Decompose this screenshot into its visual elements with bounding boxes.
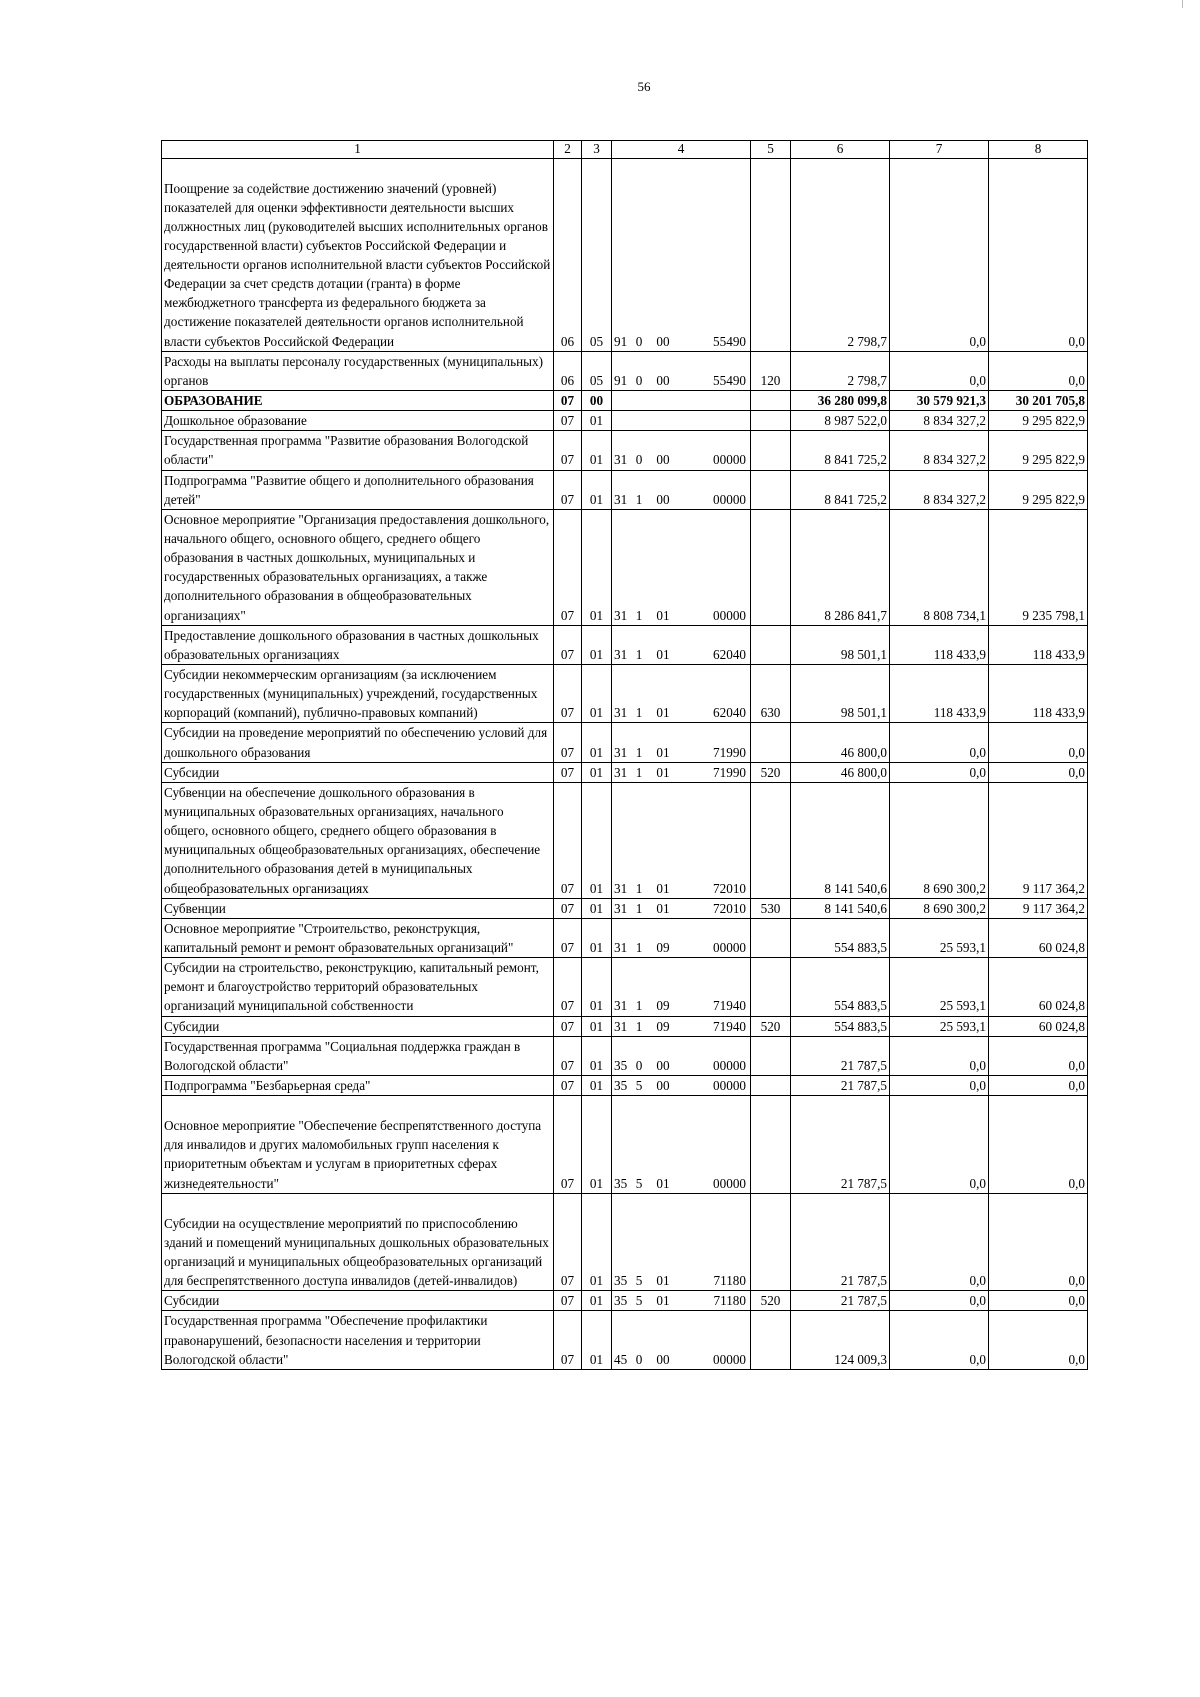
row-name: Субвенции [162, 898, 554, 918]
table-row [162, 1193, 1088, 1291]
expense-type-code [751, 723, 791, 762]
subprogram-code: 5 [635, 1293, 643, 1309]
section-code: 07 [554, 918, 582, 957]
amount-col-8: 9 295 822,9 [989, 411, 1088, 431]
expense-type-code: 520 [751, 762, 791, 782]
table-row [162, 470, 1088, 509]
subsection-code: 01 [582, 625, 612, 664]
target-article-code [612, 918, 751, 957]
amount-col-7: 0,0 [890, 1193, 989, 1291]
table-row [162, 1075, 1088, 1095]
event-code: 01 [656, 744, 670, 760]
target-article-code [612, 470, 751, 509]
amount-col-7: 0,0 [890, 1096, 989, 1194]
subsection-code: 01 [582, 1291, 612, 1311]
event-code: 00 [656, 452, 670, 468]
program-code: 35 [614, 1057, 628, 1073]
amount-col-8: 0,0 [989, 158, 1088, 351]
subprogram-code: 1 [635, 744, 643, 760]
amount-col-7: 8 834 327,2 [890, 431, 989, 470]
row-name: Подпрограмма "Безбарьерная среда" [162, 1075, 554, 1095]
row-name: ОБРАЗОВАНИЕ [162, 391, 554, 411]
table-row [162, 918, 1088, 957]
program-code: 31 [614, 998, 628, 1014]
table-row [162, 665, 1088, 723]
subprogram-code: 1 [635, 607, 643, 623]
section-code: 07 [554, 782, 582, 898]
amount-col-8: 0,0 [989, 762, 1088, 782]
amount-col-6: 21 787,5 [791, 1096, 890, 1194]
direction-code: 72010 [713, 880, 746, 896]
program-code: 35 [614, 1293, 628, 1309]
amount-col-8: 0,0 [989, 1075, 1088, 1095]
subprogram-code: 1 [635, 900, 643, 916]
section-code: 07 [554, 1096, 582, 1194]
target-article-code [612, 762, 751, 782]
subprogram-code: 1 [635, 939, 643, 955]
amount-col-6: 21 787,5 [791, 1036, 890, 1075]
target-article-code [612, 1291, 751, 1311]
direction-code: 72010 [713, 900, 746, 916]
event-code: 01 [656, 1175, 670, 1191]
subprogram-code: 0 [635, 1351, 643, 1367]
table-row [162, 1016, 1088, 1036]
expense-type-code [751, 509, 791, 625]
event-code: 00 [656, 1077, 670, 1093]
event-code: 00 [656, 372, 670, 388]
column-header-row [162, 141, 1088, 159]
subsection-code: 05 [582, 158, 612, 351]
expense-type-code [751, 391, 791, 411]
section-code: 06 [554, 158, 582, 351]
amount-col-6: 8 141 540,6 [791, 898, 890, 918]
amount-col-7: 25 593,1 [890, 958, 989, 1016]
program-code: 31 [614, 764, 628, 780]
expense-type-code: 530 [751, 898, 791, 918]
event-code: 09 [656, 1018, 670, 1034]
target-article-code [612, 1016, 751, 1036]
row-name: Субвенции на обеспечение дошкольного образования в муниципальных образовательных организациях, начального общего, основного общего, среднего общего образования в муниципальных общеобразовательных организациях, обеспечение дополнительного образования детей в муниципальных общеобразовательных организациях [162, 782, 554, 898]
table-row [162, 782, 1088, 898]
amount-col-8: 9 117 364,2 [989, 898, 1088, 918]
program-code: 31 [614, 744, 628, 760]
section-code: 07 [554, 1075, 582, 1095]
table-row [162, 431, 1088, 470]
amount-col-7: 8 808 734,1 [890, 509, 989, 625]
expense-type-code: 520 [751, 1016, 791, 1036]
expense-type-code: 120 [751, 351, 791, 390]
target-article-code [612, 782, 751, 898]
event-code: 00 [656, 333, 670, 349]
target-article-code [612, 1075, 751, 1095]
expense-type-code [751, 470, 791, 509]
event-code: 00 [656, 1351, 670, 1367]
subsection-code: 01 [582, 762, 612, 782]
direction-code: 71990 [713, 744, 746, 760]
section-code: 07 [554, 665, 582, 723]
expense-type-code [751, 918, 791, 957]
subsection-code: 01 [582, 1036, 612, 1075]
expense-type-code: 520 [751, 1291, 791, 1311]
subprogram-code: 0 [635, 1057, 643, 1073]
direction-code: 71990 [713, 764, 746, 780]
row-name: Субсидии некоммерческим организациям (за исключением государственных (муниципальных) учреждений, государственных корпораций (компаний), публично-правовых компаний) [162, 665, 554, 723]
page-number: 56 [637, 79, 651, 94]
subprogram-code: 1 [635, 646, 643, 662]
amount-col-7: 8 690 300,2 [890, 782, 989, 898]
direction-code: 71940 [713, 998, 746, 1014]
section-code: 07 [554, 509, 582, 625]
subprogram-code: 5 [635, 1273, 643, 1289]
amount-col-7: 0,0 [890, 723, 989, 762]
subprogram-code: 1 [635, 998, 643, 1014]
target-article-code [612, 1036, 751, 1075]
table-row [162, 723, 1088, 762]
section-code: 07 [554, 411, 582, 431]
program-code: 31 [614, 607, 628, 623]
section-code: 07 [554, 1311, 582, 1369]
section-code: 07 [554, 1291, 582, 1311]
amount-col-7: 0,0 [890, 1075, 989, 1095]
target-article-code [612, 1311, 751, 1369]
table-row [162, 762, 1088, 782]
row-name: Основное мероприятие "Организация предоставления дошкольного, начального общего, основного общего, среднего общего образования в частных дошкольных, муниципальных и государственных образовательных организациях, а также дополнительного образования в общеобразовательных организациях" [162, 509, 554, 625]
column-header: 1 [162, 141, 554, 159]
amount-col-6: 21 787,5 [791, 1193, 890, 1291]
program-code: 91 [614, 372, 628, 388]
amount-col-8: 0,0 [989, 1193, 1088, 1291]
direction-code: 00000 [713, 1175, 746, 1191]
amount-col-8: 60 024,8 [989, 1016, 1088, 1036]
amount-col-8: 0,0 [989, 351, 1088, 390]
amount-col-7: 25 593,1 [890, 1016, 989, 1036]
table-row [162, 158, 1088, 351]
row-name: Поощрение за содействие достижению значений (уровней) показателей для оценки эффективности деятельности высших должностных лиц (руководителей высших исполнительных органов государственной власти) субъектов Российской Федерации и деятельности органов исполнительной власти субъектов Российской Федерации за счет средств дотации (гранта) в форме межбюджетного трансферта из федерального бюджета за достижение показателей деятельности органов исполнительной власти субъектов Российской Федерации [162, 158, 554, 351]
amount-col-7: 0,0 [890, 1036, 989, 1075]
amount-col-8: 0,0 [989, 723, 1088, 762]
amount-col-7: 8 834 327,2 [890, 470, 989, 509]
program-code: 35 [614, 1175, 628, 1191]
table-row [162, 958, 1088, 1016]
direction-code: 00000 [713, 1057, 746, 1073]
amount-col-8: 9 295 822,9 [989, 470, 1088, 509]
target-article-code [612, 723, 751, 762]
row-name: Предоставление дошкольного образования в частных дошкольных образовательных организациях [162, 625, 554, 664]
amount-col-7: 30 579 921,3 [890, 391, 989, 411]
subprogram-code: 0 [635, 372, 643, 388]
expense-type-code [751, 1075, 791, 1095]
subsection-code: 01 [582, 411, 612, 431]
subprogram-code: 5 [635, 1175, 643, 1191]
target-article-code [612, 1193, 751, 1291]
subsection-code: 01 [582, 898, 612, 918]
subsection-code: 05 [582, 351, 612, 390]
column-header: 2 [554, 141, 582, 159]
event-code: 01 [656, 607, 670, 623]
table-row [162, 898, 1088, 918]
section-code: 07 [554, 1193, 582, 1291]
amount-col-8: 60 024,8 [989, 958, 1088, 1016]
subsection-code: 01 [582, 431, 612, 470]
program-code: 35 [614, 1273, 628, 1289]
direction-code: 62040 [713, 646, 746, 662]
expense-type-code [751, 1311, 791, 1369]
amount-col-8: 9 117 364,2 [989, 782, 1088, 898]
direction-code: 55490 [713, 333, 746, 349]
subsection-code: 01 [582, 958, 612, 1016]
column-header: 8 [989, 141, 1088, 159]
event-code: 01 [656, 764, 670, 780]
section-code: 06 [554, 351, 582, 390]
section-code: 07 [554, 391, 582, 411]
section-code: 07 [554, 723, 582, 762]
table-row [162, 351, 1088, 390]
expense-type-code [751, 158, 791, 351]
section-code: 07 [554, 958, 582, 1016]
program-code: 31 [614, 880, 628, 896]
amount-col-6: 2 798,7 [791, 351, 890, 390]
amount-col-7: 8 834 327,2 [890, 411, 989, 431]
amount-col-6: 8 841 725,2 [791, 431, 890, 470]
event-code: 01 [656, 646, 670, 662]
subsection-code: 01 [582, 665, 612, 723]
table-row [162, 625, 1088, 664]
row-name: Расходы на выплаты персоналу государственных (муниципальных) органов [162, 351, 554, 390]
direction-code: 00000 [713, 1077, 746, 1093]
amount-col-6: 36 280 099,8 [791, 391, 890, 411]
direction-code: 55490 [713, 372, 746, 388]
target-article-code [612, 411, 751, 431]
table-row [162, 391, 1088, 411]
amount-col-7: 0,0 [890, 1311, 989, 1369]
amount-col-6: 8 286 841,7 [791, 509, 890, 625]
table-row [162, 1036, 1088, 1075]
program-code: 31 [614, 452, 628, 468]
amount-col-8: 0,0 [989, 1036, 1088, 1075]
target-article-code [612, 391, 751, 411]
section-code: 07 [554, 1016, 582, 1036]
amount-col-7: 0,0 [890, 158, 989, 351]
row-name: Субсидии на проведение мероприятий по обеспечению условий для дошкольного образования [162, 723, 554, 762]
subsection-code: 01 [582, 782, 612, 898]
program-code: 35 [614, 1077, 628, 1093]
subprogram-code: 1 [635, 705, 643, 721]
amount-col-8: 118 433,9 [989, 625, 1088, 664]
amount-col-6: 554 883,5 [791, 1016, 890, 1036]
event-code: 00 [656, 1057, 670, 1073]
subsection-code: 01 [582, 1311, 612, 1369]
target-article-code [612, 351, 751, 390]
table-row [162, 411, 1088, 431]
section-code: 07 [554, 898, 582, 918]
amount-col-8: 30 201 705,8 [989, 391, 1088, 411]
event-code: 09 [656, 939, 670, 955]
column-header: 3 [582, 141, 612, 159]
amount-col-8: 118 433,9 [989, 665, 1088, 723]
amount-col-8: 9 295 822,9 [989, 431, 1088, 470]
target-article-code [612, 1096, 751, 1194]
amount-col-6: 98 501,1 [791, 625, 890, 664]
target-article-code [612, 509, 751, 625]
amount-col-7: 0,0 [890, 1291, 989, 1311]
amount-col-8: 0,0 [989, 1311, 1088, 1369]
amount-col-7: 0,0 [890, 351, 989, 390]
budget-table [161, 140, 1088, 1370]
section-code: 07 [554, 762, 582, 782]
program-code: 91 [614, 333, 628, 349]
target-article-code [612, 958, 751, 1016]
expense-type-code [751, 1036, 791, 1075]
table-row [162, 509, 1088, 625]
program-code: 31 [614, 646, 628, 662]
event-code: 01 [656, 705, 670, 721]
amount-col-7: 25 593,1 [890, 918, 989, 957]
target-article-code [612, 665, 751, 723]
target-article-code [612, 158, 751, 351]
program-code: 45 [614, 1351, 628, 1367]
program-code: 31 [614, 491, 628, 507]
direction-code: 00000 [713, 607, 746, 623]
subsection-code: 01 [582, 1075, 612, 1095]
section-code: 07 [554, 431, 582, 470]
event-code: 01 [656, 1293, 670, 1309]
subprogram-code: 1 [635, 880, 643, 896]
amount-col-7: 118 433,9 [890, 625, 989, 664]
direction-code: 71180 [713, 1293, 746, 1309]
direction-code: 00000 [713, 452, 746, 468]
section-code: 07 [554, 625, 582, 664]
amount-col-8: 9 235 798,1 [989, 509, 1088, 625]
subsection-code: 01 [582, 470, 612, 509]
amount-col-6: 98 501,1 [791, 665, 890, 723]
expense-type-code [751, 431, 791, 470]
amount-col-6: 46 800,0 [791, 723, 890, 762]
subprogram-code: 1 [635, 764, 643, 780]
amount-col-7: 0,0 [890, 762, 989, 782]
row-name: Субсидии [162, 1016, 554, 1036]
row-name: Основное мероприятие "Строительство, реконструкция, капитальный ремонт и ремонт образовательных организаций" [162, 918, 554, 957]
row-name: Субсидии на строительство, реконструкцию, капитальный ремонт, ремонт и благоустройство территорий образовательных организаций муниципальной собственности [162, 958, 554, 1016]
column-header: 5 [751, 141, 791, 159]
event-code: 01 [656, 1273, 670, 1289]
direction-code: 00000 [713, 491, 746, 507]
program-code: 31 [614, 900, 628, 916]
table-row [162, 1096, 1088, 1194]
amount-col-7: 8 690 300,2 [890, 898, 989, 918]
scan-artifact [1182, 0, 1183, 8]
subprogram-code: 0 [635, 452, 643, 468]
section-code: 07 [554, 470, 582, 509]
amount-col-6: 554 883,5 [791, 958, 890, 1016]
subprogram-code: 1 [635, 1018, 643, 1034]
row-name: Государственная программа "Развитие образования Вологодской области" [162, 431, 554, 470]
row-name: Субсидии на осуществление мероприятий по приспособлению зданий и помещений муниципальных дошкольных образовательных организаций и муниципальных общеобразовательных организаций для беспрепятственного доступа инвалидов (детей-инвалидов) [162, 1193, 554, 1291]
amount-col-7: 118 433,9 [890, 665, 989, 723]
amount-col-6: 8 987 522,0 [791, 411, 890, 431]
direction-code: 71940 [713, 1018, 746, 1034]
amount-col-8: 0,0 [989, 1096, 1088, 1194]
amount-col-6: 554 883,5 [791, 918, 890, 957]
subsection-code: 01 [582, 918, 612, 957]
row-name: Государственная программа "Социальная поддержка граждан в Вологодской области" [162, 1036, 554, 1075]
amount-col-6: 21 787,5 [791, 1291, 890, 1311]
row-name: Субсидии [162, 762, 554, 782]
amount-col-6: 21 787,5 [791, 1075, 890, 1095]
expense-type-code [751, 1193, 791, 1291]
expense-type-code [751, 1096, 791, 1194]
amount-col-6: 46 800,0 [791, 762, 890, 782]
expense-type-code [751, 625, 791, 664]
direction-code: 71180 [713, 1273, 746, 1289]
subsection-code: 01 [582, 509, 612, 625]
column-header: 4 [612, 141, 751, 159]
direction-code: 00000 [713, 939, 746, 955]
expense-type-code [751, 782, 791, 898]
table-row [162, 1291, 1088, 1311]
event-code: 00 [656, 491, 670, 507]
row-name: Дошкольное образование [162, 411, 554, 431]
row-name: Основное мероприятие "Обеспечение беспрепятственного доступа для инвалидов и других маломобильных групп населения к приоритетным объектам и услугам в приоритетных сферах жизнедеятельности" [162, 1096, 554, 1194]
amount-col-6: 2 798,7 [791, 158, 890, 351]
amount-col-6: 8 841 725,2 [791, 470, 890, 509]
event-code: 01 [656, 880, 670, 896]
direction-code: 62040 [713, 705, 746, 721]
amount-col-8: 60 024,8 [989, 918, 1088, 957]
amount-col-6: 8 141 540,6 [791, 782, 890, 898]
row-name: Подпрограмма "Развитие общего и дополнительного образования детей" [162, 470, 554, 509]
subprogram-code: 1 [635, 491, 643, 507]
subsection-code: 01 [582, 723, 612, 762]
program-code: 31 [614, 1018, 628, 1034]
row-name: Государственная программа "Обеспечение профилактики правонарушений, безопасности населения и территории Вологодской области" [162, 1311, 554, 1369]
expense-type-code [751, 958, 791, 1016]
amount-col-6: 124 009,3 [791, 1311, 890, 1369]
expense-type-code [751, 411, 791, 431]
target-article-code [612, 431, 751, 470]
event-code: 01 [656, 900, 670, 916]
target-article-code [612, 898, 751, 918]
subprogram-code: 0 [635, 333, 643, 349]
section-code: 07 [554, 1036, 582, 1075]
subsection-code: 00 [582, 391, 612, 411]
column-header: 6 [791, 141, 890, 159]
direction-code: 00000 [713, 1351, 746, 1367]
subprogram-code: 5 [635, 1077, 643, 1093]
program-code: 31 [614, 939, 628, 955]
subsection-code: 01 [582, 1096, 612, 1194]
amount-col-8: 0,0 [989, 1291, 1088, 1311]
subsection-code: 01 [582, 1016, 612, 1036]
column-header: 7 [890, 141, 989, 159]
expense-type-code: 630 [751, 665, 791, 723]
row-name: Субсидии [162, 1291, 554, 1311]
table-row [162, 1311, 1088, 1369]
target-article-code [612, 625, 751, 664]
subsection-code: 01 [582, 1193, 612, 1291]
program-code: 31 [614, 705, 628, 721]
event-code: 09 [656, 998, 670, 1014]
